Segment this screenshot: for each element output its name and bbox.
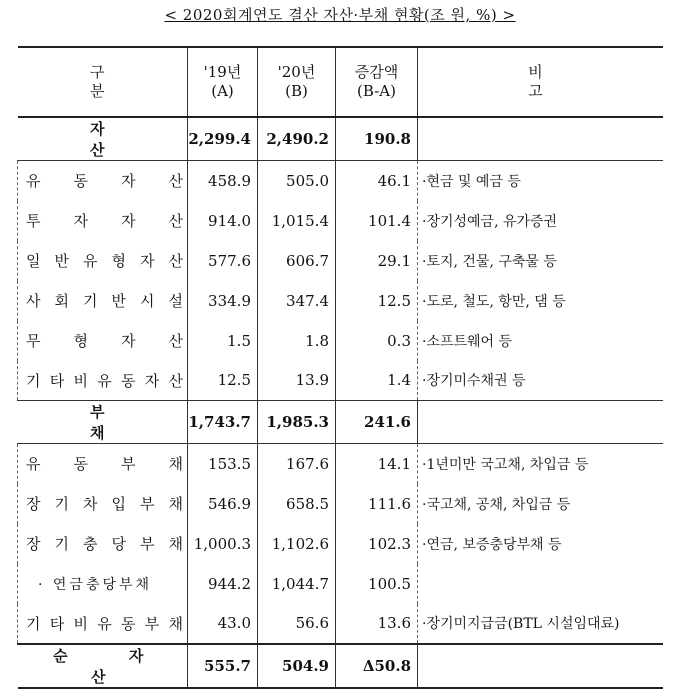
liabilities-total-row bbox=[18, 401, 664, 444]
row-diff: 29.1 bbox=[336, 241, 418, 281]
label-char: 투 bbox=[26, 212, 41, 230]
liabilities-2019: 1,743.7 bbox=[188, 401, 258, 444]
row-note: ·장기성예금, 유가증권 bbox=[418, 201, 664, 241]
label-char: 동 bbox=[73, 172, 88, 191]
label-char: 장 bbox=[26, 495, 41, 513]
header-row bbox=[18, 47, 664, 117]
liabilities-note bbox=[418, 401, 664, 444]
row-diff: 12.5 bbox=[336, 281, 418, 321]
net-assets-2019: 555.7 bbox=[188, 644, 258, 688]
header-diff bbox=[336, 47, 418, 117]
header-2019-code: (A) bbox=[211, 82, 234, 100]
row-note: ·국고채, 공채, 차입금 등 bbox=[418, 484, 664, 524]
row-diff: 101.4 bbox=[336, 201, 418, 241]
label-char: 자 bbox=[121, 172, 136, 191]
label-char: 기 bbox=[54, 495, 69, 513]
label-char: 부 bbox=[144, 614, 160, 633]
row-2019: 577.6 bbox=[188, 241, 258, 281]
row-2019: 914.0 bbox=[188, 201, 258, 241]
row-label-text bbox=[26, 290, 187, 311]
header-note: 비 고 bbox=[418, 47, 664, 117]
label-char: 형 bbox=[111, 252, 126, 270]
net-assets-row bbox=[18, 644, 664, 688]
net-assets-note bbox=[418, 644, 664, 688]
row-label-text bbox=[26, 533, 187, 554]
row-2019: 43.0 bbox=[188, 604, 258, 644]
row-2020: 1,102.6 bbox=[258, 524, 336, 564]
table-row bbox=[18, 361, 664, 401]
row-diff: 1.4 bbox=[336, 361, 418, 401]
table-row bbox=[18, 321, 664, 361]
label-char: 채 bbox=[168, 455, 183, 474]
label-char: 입 bbox=[111, 495, 126, 513]
row-diff: 46.1 bbox=[336, 161, 418, 201]
row-note: ·1년미만 국고채, 차입금 등 bbox=[418, 444, 664, 484]
label-char: 산 bbox=[168, 172, 183, 191]
balance-table bbox=[17, 46, 663, 689]
label-char: 장 bbox=[26, 535, 41, 553]
label-char: 시 bbox=[140, 292, 155, 310]
liabilities-label: 부 채 bbox=[18, 401, 188, 444]
header-label: 구 분 bbox=[18, 47, 188, 117]
row-2019: 1,000.3 bbox=[188, 524, 258, 564]
row-label bbox=[18, 524, 188, 564]
row-label bbox=[18, 361, 188, 401]
row-2019: 1.5 bbox=[188, 321, 258, 361]
label-char: 비 bbox=[73, 614, 88, 633]
row-label-text bbox=[26, 370, 187, 391]
label-char: 채 bbox=[168, 495, 183, 513]
table-title: < 2020회계연도 결산 자산·부채 현황(조 원, %) > bbox=[164, 6, 516, 24]
row-label bbox=[18, 201, 188, 241]
table-row bbox=[18, 444, 664, 484]
row-note: ·장기미수채권 등 bbox=[418, 361, 664, 401]
label-char: 산 bbox=[168, 371, 183, 390]
row-2019: 546.9 bbox=[188, 484, 258, 524]
row-2019: 944.2 bbox=[188, 564, 258, 604]
assets-diff: 190.8 bbox=[336, 117, 418, 161]
row-note: ·현금 및 예금 등 bbox=[418, 161, 664, 201]
label-char: 사 bbox=[26, 292, 41, 310]
row-label-text bbox=[26, 453, 187, 474]
label-char: 부 bbox=[140, 535, 155, 553]
row-label bbox=[18, 321, 188, 361]
label-char: 회 bbox=[54, 292, 69, 310]
row-2020: 1,044.7 bbox=[258, 564, 336, 604]
table-row bbox=[18, 161, 664, 201]
row-label-text bbox=[26, 210, 187, 231]
row-note: ·연금, 보증충당부채 등 bbox=[418, 524, 664, 564]
label-char: 자 bbox=[73, 212, 88, 230]
label-char: 비 bbox=[73, 371, 88, 390]
label-char: 유 bbox=[97, 614, 112, 633]
label-char: 타 bbox=[49, 371, 65, 390]
row-label-text bbox=[26, 250, 187, 271]
label-char: 유 bbox=[26, 455, 41, 474]
label-char: 채 bbox=[168, 535, 183, 553]
row-label-text bbox=[26, 330, 187, 351]
label-char: 차 bbox=[83, 495, 98, 513]
row-2020: 13.9 bbox=[258, 361, 336, 401]
assets-label: 자 산 bbox=[18, 117, 188, 161]
label-char: 유 bbox=[83, 252, 98, 270]
row-2019: 153.5 bbox=[188, 444, 258, 484]
row-label bbox=[18, 161, 188, 201]
label-char: 당 bbox=[111, 535, 126, 553]
row-2019: 458.9 bbox=[188, 161, 258, 201]
label-char: 부 bbox=[121, 455, 136, 474]
table-row bbox=[18, 241, 664, 281]
label-char: 유 bbox=[97, 371, 112, 390]
label-char: 자 bbox=[121, 212, 136, 230]
label-char: 기 bbox=[26, 371, 41, 390]
liabilities-2020: 1,985.3 bbox=[258, 401, 336, 444]
row-2020: 167.6 bbox=[258, 444, 336, 484]
label-char: 자 bbox=[121, 332, 136, 350]
row-2020: 56.6 bbox=[258, 604, 336, 644]
table-row bbox=[18, 524, 664, 564]
label-char: 형 bbox=[73, 332, 88, 350]
row-diff: 100.5 bbox=[336, 564, 418, 604]
row-2020: 658.5 bbox=[258, 484, 336, 524]
header-2020-code: (B) bbox=[285, 82, 308, 100]
label-char: 산 bbox=[168, 332, 183, 350]
row-label-text bbox=[26, 493, 187, 514]
assets-2019: 2,299.4 bbox=[188, 117, 258, 161]
label-char: 기 bbox=[54, 535, 69, 553]
label-char: 채 bbox=[168, 614, 183, 633]
label-char: 산 bbox=[168, 212, 183, 230]
label-char: 일 bbox=[26, 252, 41, 270]
row-label-text bbox=[26, 170, 187, 191]
row-note: ·도로, 철도, 항만, 댐 등 bbox=[418, 281, 664, 321]
row-2020: 505.0 bbox=[258, 161, 336, 201]
label-char: 유 bbox=[26, 172, 41, 191]
table-row bbox=[18, 281, 664, 321]
net-assets-label: 순 자 산 bbox=[18, 644, 188, 688]
row-label-text bbox=[26, 613, 187, 634]
header-diff-code: (B-A) bbox=[357, 82, 396, 100]
header-2020 bbox=[258, 47, 336, 117]
label-char: 반 bbox=[54, 252, 69, 270]
row-label bbox=[18, 604, 188, 644]
row-2019: 334.9 bbox=[188, 281, 258, 321]
assets-2020: 2,490.2 bbox=[258, 117, 336, 161]
assets-note bbox=[418, 117, 664, 161]
header-2019-year: '19년 bbox=[203, 63, 242, 81]
label-char: 산 bbox=[168, 252, 183, 270]
label-char: 동 bbox=[73, 455, 88, 474]
row-2020: 347.4 bbox=[258, 281, 336, 321]
header-2020-year: '20년 bbox=[277, 63, 316, 81]
header-diff-label: 증감액 bbox=[354, 63, 399, 81]
label-char: 기 bbox=[83, 292, 98, 310]
row-note bbox=[418, 564, 664, 604]
row-note: ·토지, 건물, 구축물 등 bbox=[418, 241, 664, 281]
row-label bbox=[18, 281, 188, 321]
table-row bbox=[18, 604, 664, 644]
table-row bbox=[18, 484, 664, 524]
label-char: 자 bbox=[144, 371, 160, 390]
row-diff: 102.3 bbox=[336, 524, 418, 564]
row-diff: 0.3 bbox=[336, 321, 418, 361]
label-char: 동 bbox=[121, 371, 136, 390]
net-assets-2020: 504.9 bbox=[258, 644, 336, 688]
label-char: 기 bbox=[26, 614, 41, 633]
label-char: 타 bbox=[49, 614, 65, 633]
table-row bbox=[18, 564, 664, 604]
row-note: ·장기미지급금(BTL 시설임대료) bbox=[418, 604, 664, 644]
row-label bbox=[18, 241, 188, 281]
row-2020: 1.8 bbox=[258, 321, 336, 361]
label-char: 동 bbox=[121, 614, 136, 633]
net-assets-diff: Δ50.8 bbox=[336, 644, 418, 688]
header-2019 bbox=[188, 47, 258, 117]
label-char: 자 bbox=[140, 252, 155, 270]
label-char: 반 bbox=[111, 292, 126, 310]
row-label: · 연금충당부채 bbox=[18, 564, 188, 604]
row-2019: 12.5 bbox=[188, 361, 258, 401]
row-diff: 13.6 bbox=[336, 604, 418, 644]
label-char: 무 bbox=[26, 332, 41, 350]
row-label bbox=[18, 484, 188, 524]
label-char: 부 bbox=[140, 495, 155, 513]
liabilities-diff: 241.6 bbox=[336, 401, 418, 444]
label-char: 설 bbox=[168, 292, 183, 310]
row-diff: 111.6 bbox=[336, 484, 418, 524]
assets-total-row bbox=[18, 117, 664, 161]
row-2020: 1,015.4 bbox=[258, 201, 336, 241]
row-2020: 606.7 bbox=[258, 241, 336, 281]
row-diff: 14.1 bbox=[336, 444, 418, 484]
row-note: ·소프트웨어 등 bbox=[418, 321, 664, 361]
label-char: 충 bbox=[83, 535, 98, 553]
table-row bbox=[18, 201, 664, 241]
row-label bbox=[18, 444, 188, 484]
